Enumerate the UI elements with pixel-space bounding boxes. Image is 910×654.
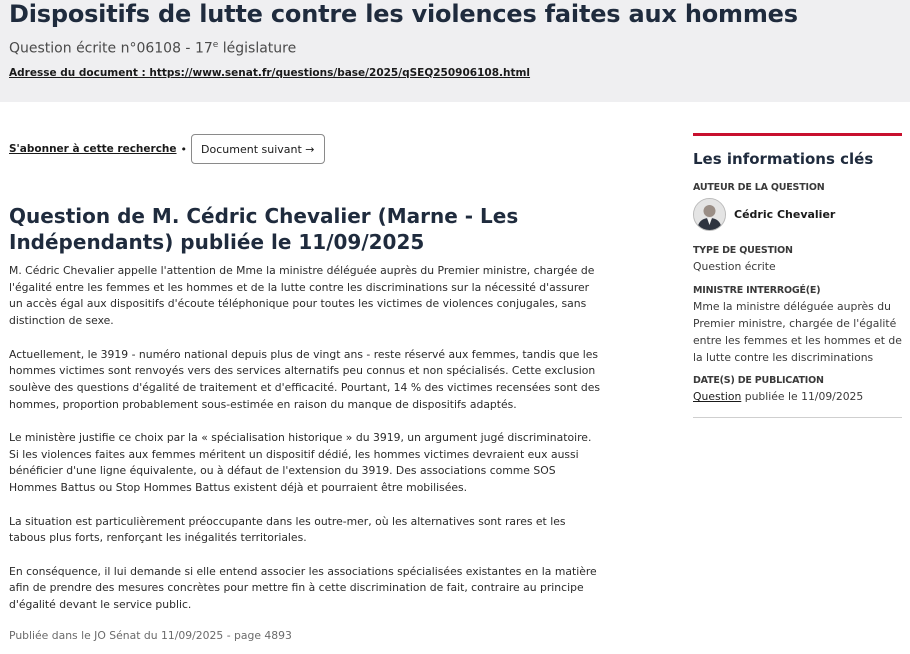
minister-value: Mme la ministre déléguée auprès du Premier ministre, chargée de l'égalité entre les femmes et les hommes et de la lutte contre les discriminations [693,300,902,364]
question-body [9,263,601,614]
question-paragraph: M. Cédric Chevalier appelle l'attention de Mme la ministre déléguée auprès du Premier ministre, chargée de l'égalité entre les femmes et les hommes et de la lutte contre les discriminations sur la nécessité d'assurer un accès égal aux dispositifs d'écoute téléphonique pour toutes les victimes de violences conjugales, sans distinction de sexe. [9,264,595,328]
key-info-title: Les informations clés [693,150,874,168]
divider [693,417,902,418]
dates-text: publiée le 11/09/2025 [741,390,864,403]
question-date-link[interactable]: Question [693,390,742,403]
dates-label: DATE(S) DE PUBLICATION [693,375,824,386]
question-paragraph: En conséquence, il lui demande si elle entend associer les associations spécialisées existantes en la matière afin de prendre des mesures concrètes pour mettre fin à cette discrimination de fait, contraire au principe d'égalité devant le service public. [9,564,597,611]
page-subtitle [9,40,296,57]
next-document-button[interactable]: Document suivant → [191,134,325,164]
subtitle-suffix: législature [218,40,297,57]
person-icon [694,199,725,230]
type-label: TYPE DE QUESTION [693,245,793,256]
author-label: AUTEUR DE LA QUESTION [693,182,825,193]
question-content [9,203,601,642]
subscribe-link[interactable]: S'abonner à cette recherche [9,143,177,155]
question-paragraph: Le ministère justifie ce choix par la « spécialisation historique » du 3919, un argument jugé discriminatoire. Si les violences faites aux femmes méritent un dispositif dédié, les hommes victimes devraient eux aussi bénéficier d'une ligne équivalente, ou à défaut de l'extension du 3919. Des associations comme SOS Hommes Battus ou Stop Hommes Battus existent déjà et pourraient être mobilisées. [9,431,592,495]
publication-note: Publiée dans le JO Sénat du 11/09/2025 - page 4893 [9,629,292,643]
page-title: Dispositifs de lutte contre les violences faites aux hommes [9,0,798,28]
type-value: Question écrite [693,260,776,273]
avatar [693,198,726,231]
subtitle-prefix: Question écrite n°06108 - 17 [9,40,213,57]
author-row [693,198,902,231]
key-info-panel [693,133,902,418]
separator-dot: • [180,142,188,156]
document-address-link[interactable]: Adresse du document : https://www.senat.fr/questions/base/2025/qSEQ250906108.html [9,67,531,79]
action-bar [9,134,325,164]
question-paragraph: Actuellement, le 3919 - numéro national depuis plus de vingt ans - reste réservé aux femmes, tandis que les hommes victimes sont renvoyés vers des services alternatifs peu connus et non spécialisés. Cette exclusion soulève des questions d'égalité de traitement et d'efficacité. Pourtant, 14 % des victimes recensées sont des hommes, proportion probablement sous-estimée en raison du manque de dispositifs adaptés. [9,347,600,411]
question-paragraph: La situation est particulièrement préoccupante dans les outre-mer, où les alternatives sont rares et les tabous plus forts, renforçant les inégalités territoriales. [9,514,566,545]
dates-value [693,388,902,405]
subtitle-sup: e [212,40,219,50]
minister-label: MINISTRE INTERROGÉ(E) [693,285,821,296]
author-name[interactable]: Cédric Chevalier [734,208,836,221]
question-heading: Question de M. Cédric Chevalier (Marne - Les Indépendants) publiée le 11/09/2025 [9,204,519,254]
page-header [0,0,910,102]
